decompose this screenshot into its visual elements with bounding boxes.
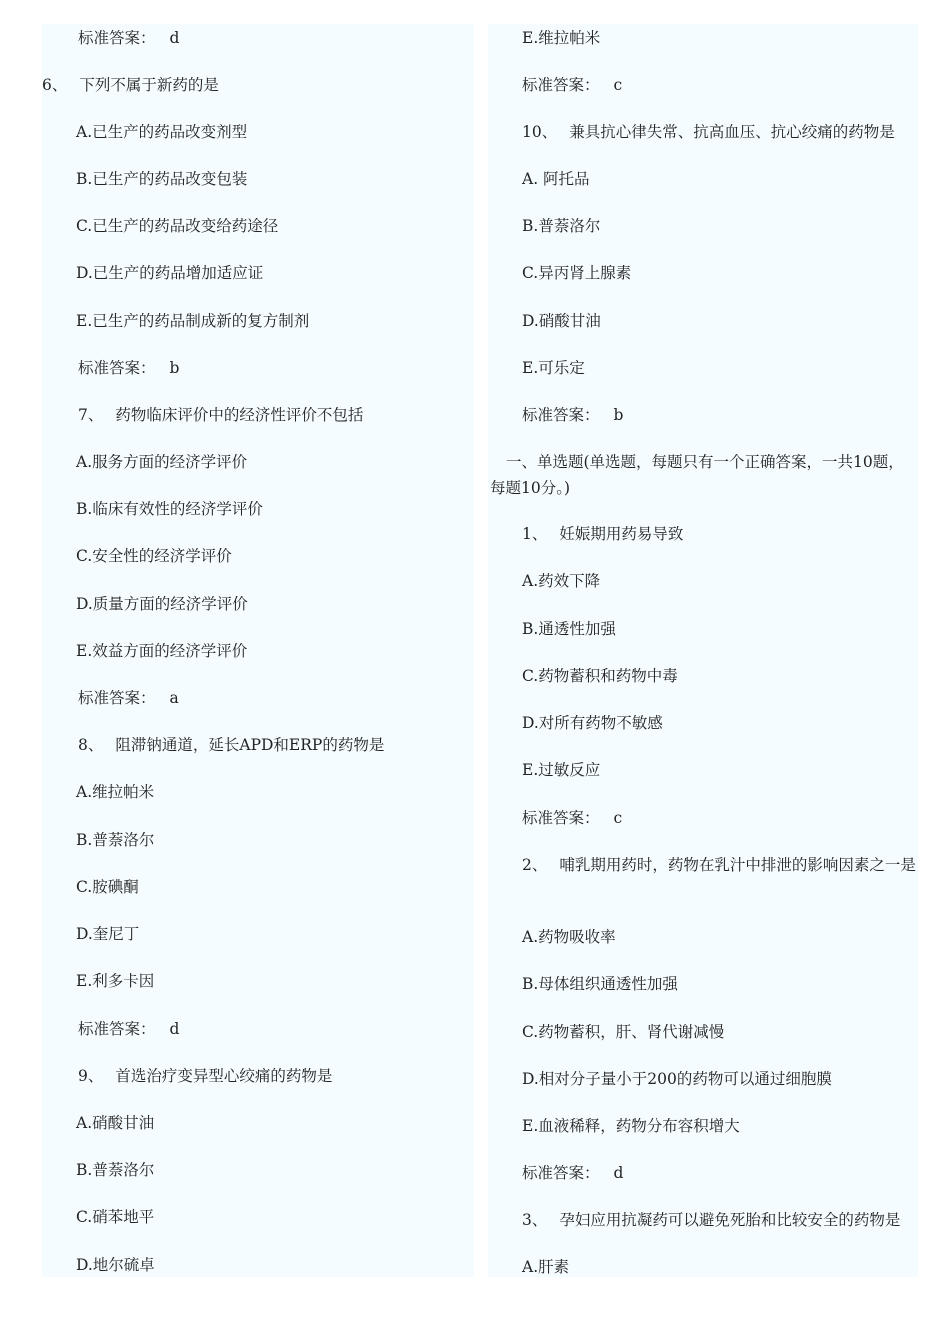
answer-label: 标准答案： — [522, 809, 600, 827]
question-3 — [522, 1210, 900, 1230]
answer-label: 标准答案： — [522, 1164, 600, 1182]
option-a: A.药物吸收率 — [522, 928, 616, 946]
option-d: D.相对分子量小于200的药物可以通过细胞膜 — [522, 1070, 832, 1088]
option-a: A.硝酸甘油 — [76, 1114, 155, 1132]
answer-value: b — [169, 359, 180, 377]
option-c: C.药物蓄积和药物中毒 — [522, 667, 678, 685]
section-heading: 一、单选题(单选题，每题只有一个正确答案，一共10题，每题10分。) — [490, 453, 904, 497]
question-number: 2、 — [522, 856, 548, 874]
option-c: C.胺碘酮 — [76, 878, 139, 896]
question-number: 3、 — [522, 1211, 548, 1229]
option-c: C.硝苯地平 — [76, 1208, 155, 1226]
option-c: C.异丙肾上腺素 — [522, 264, 632, 282]
option-a: A.肝素 — [522, 1258, 570, 1276]
answer-line — [522, 808, 622, 828]
question-stem: 阻滞钠通道，延长APD和ERP的药物是 — [115, 736, 385, 754]
right-column — [488, 24, 918, 1277]
option-e: E.利多卡因 — [76, 972, 155, 990]
answer-label: 标准答案： — [78, 359, 156, 377]
option-e: E.可乐定 — [522, 359, 585, 377]
answer-line — [78, 688, 179, 708]
answer-line — [522, 1163, 623, 1183]
answer-value: c — [613, 809, 623, 827]
answer-line — [78, 28, 179, 48]
question-number: 7、 — [78, 406, 104, 424]
answer-value: d — [613, 1164, 624, 1182]
answer-value: b — [613, 406, 624, 424]
question-10 — [522, 122, 895, 142]
option-c: C.安全性的经济学评价 — [76, 547, 232, 565]
question-stem: 下列不属于新药的是 — [79, 76, 219, 94]
answer-value: c — [613, 76, 623, 94]
answer-line — [522, 405, 623, 425]
left-column — [42, 24, 474, 1277]
question-number: 9、 — [78, 1067, 104, 1085]
question-2 — [490, 852, 918, 878]
option-d: D.地尔硫卓 — [76, 1256, 155, 1274]
option-b: B.普萘洛尔 — [76, 1161, 155, 1179]
option-b: B.普萘洛尔 — [522, 217, 601, 235]
question-stem: 药物临床评价中的经济性评价不包括 — [115, 406, 364, 424]
option-b: B.已生产的药品改变包装 — [76, 170, 248, 188]
answer-line — [522, 75, 622, 95]
option-d: D.已生产的药品增加适应证 — [76, 264, 264, 282]
question-stem: 妊娠期用药易导致 — [559, 525, 684, 543]
question-1 — [522, 524, 683, 544]
answer-label: 标准答案： — [78, 29, 156, 47]
answer-value: d — [169, 1020, 180, 1038]
question-number: 6、 — [42, 76, 68, 94]
option-a: A.药效下降 — [522, 572, 601, 590]
answer-value: d — [169, 29, 180, 47]
question-8 — [78, 735, 384, 755]
option-c: C.已生产的药品改变给药途径 — [76, 217, 279, 235]
question-number: 1、 — [522, 525, 548, 543]
option-b: B.母体组织通透性加强 — [522, 975, 678, 993]
answer-label: 标准答案： — [522, 406, 600, 424]
option-d: D.对所有药物不敏感 — [522, 714, 663, 732]
option-b: B.普萘洛尔 — [76, 831, 155, 849]
question-7 — [78, 405, 363, 425]
option-e: E.已生产的药品制成新的复方制剂 — [76, 312, 310, 330]
option-a: A.已生产的药品改变剂型 — [76, 123, 248, 141]
answer-label: 标准答案： — [78, 689, 156, 707]
option-e: E.血液稀释，药物分布容积增大 — [522, 1117, 740, 1135]
option-b: B.通透性加强 — [522, 620, 616, 638]
option-d: D.奎尼丁 — [76, 925, 140, 943]
option-d: D.硝酸甘油 — [522, 312, 601, 330]
option-a: A. 阿托品 — [522, 170, 590, 188]
question-stem: 孕妇应用抗凝药可以避免死胎和比较安全的药物是 — [559, 1211, 901, 1229]
option-c: C.药物蓄积，肝、肾代谢减慢 — [522, 1023, 725, 1041]
question-stem: 首选治疗变异型心绞痛的药物是 — [115, 1067, 333, 1085]
question-number: 10、 — [522, 123, 558, 141]
option-d: D.质量方面的经济学评价 — [76, 595, 248, 613]
option-b: B.临床有效性的经济学评价 — [76, 500, 263, 518]
question-stem: 兼具抗心律失常、抗高血压、抗心绞痛的药物是 — [569, 123, 895, 141]
question-6 — [42, 75, 219, 95]
answer-label: 标准答案： — [78, 1020, 156, 1038]
option-e: E.效益方面的经济学评价 — [76, 642, 248, 660]
answer-label: 标准答案： — [522, 76, 600, 94]
option-e: E.过敏反应 — [522, 761, 601, 779]
option-a: A.维拉帕米 — [76, 783, 155, 801]
answer-line — [78, 358, 179, 378]
option-e: E.维拉帕米 — [522, 29, 601, 47]
option-a: A.服务方面的经济学评价 — [76, 453, 248, 471]
answer-line — [78, 1019, 179, 1039]
question-stem: 哺乳期用药时，药物在乳汁中排泄的影响因素之一是 — [559, 856, 916, 874]
question-number: 8、 — [78, 736, 104, 754]
answer-value: a — [169, 689, 179, 707]
question-9 — [78, 1066, 332, 1086]
